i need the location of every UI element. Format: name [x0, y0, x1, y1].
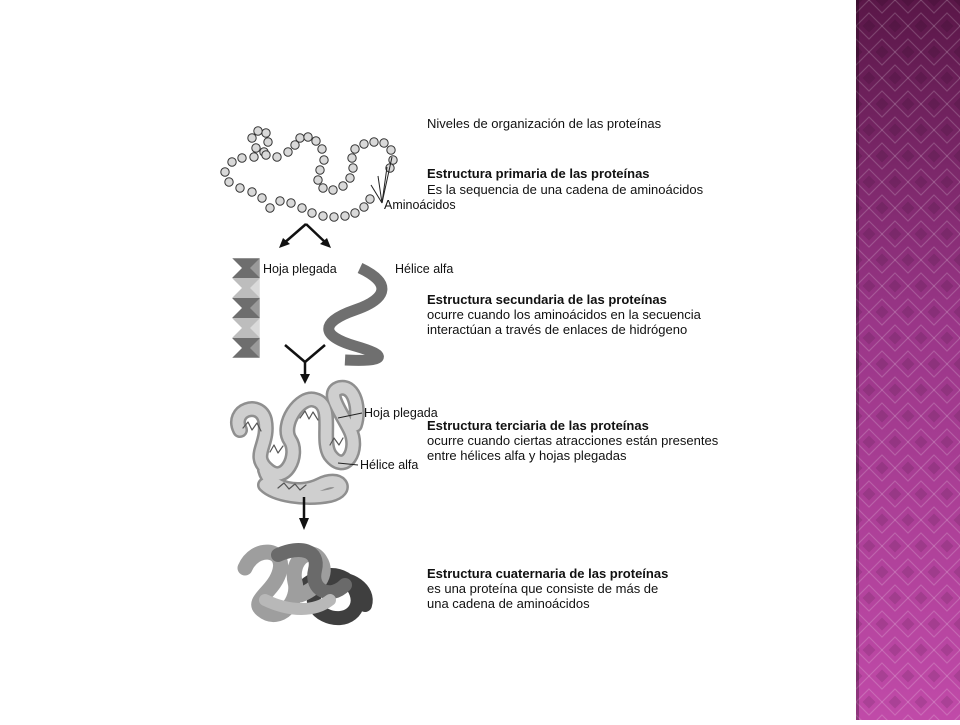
- tertiary-description-line-2: entre hélices alfa y hojas plegadas: [427, 448, 626, 463]
- primary-heading: Estructura primaria de las proteínas: [427, 166, 650, 181]
- pleated-sheet-shape: [232, 258, 260, 358]
- quaternary-heading: Estructura cuaternaria de las proteínas: [427, 566, 668, 581]
- secondary-sheet-label: Hoja plegada: [263, 262, 337, 276]
- tertiary-sheet-label: Hoja plegada: [364, 406, 438, 420]
- quaternary-description-line-1: es una proteína que consiste de más de: [427, 581, 658, 596]
- secondary-description-line-2: interactúan a través de enlaces de hidrógeno: [427, 322, 687, 337]
- down-arrowhead: [299, 518, 309, 530]
- secondary-heading: Estructura secundaria de las proteínas: [427, 292, 667, 307]
- tertiary-heading: Estructura terciaria de las proteínas: [427, 418, 649, 433]
- decorative-sidebar: [856, 0, 960, 720]
- amino-acid-chain: [221, 127, 397, 221]
- secondary-helix-label: Hélice alfa: [395, 262, 453, 276]
- amino-acid-label: Aminoácidos: [384, 198, 456, 212]
- tertiary-fold-shape: [238, 388, 357, 497]
- quaternary-fold-shape: [245, 550, 366, 618]
- quaternary-description-line-2: una cadena de aminoácidos: [427, 596, 590, 611]
- split-arrows: [283, 224, 327, 244]
- tertiary-helix-label: Hélice alfa: [360, 458, 418, 472]
- secondary-description-line-1: ocurre cuando los aminoácidos en la secuencia: [427, 307, 701, 322]
- alpha-helix-shape: [329, 268, 382, 360]
- merge-arrowhead: [300, 374, 310, 384]
- diamond-pattern: [856, 0, 960, 720]
- tertiary-description-line-1: ocurre cuando ciertas atracciones están presentes: [427, 433, 718, 448]
- primary-description: Es la sequencia de una cadena de aminoácidos: [427, 182, 703, 197]
- diagram-title: Niveles de organización de las proteínas: [427, 116, 661, 131]
- merge-arrows: [285, 345, 325, 376]
